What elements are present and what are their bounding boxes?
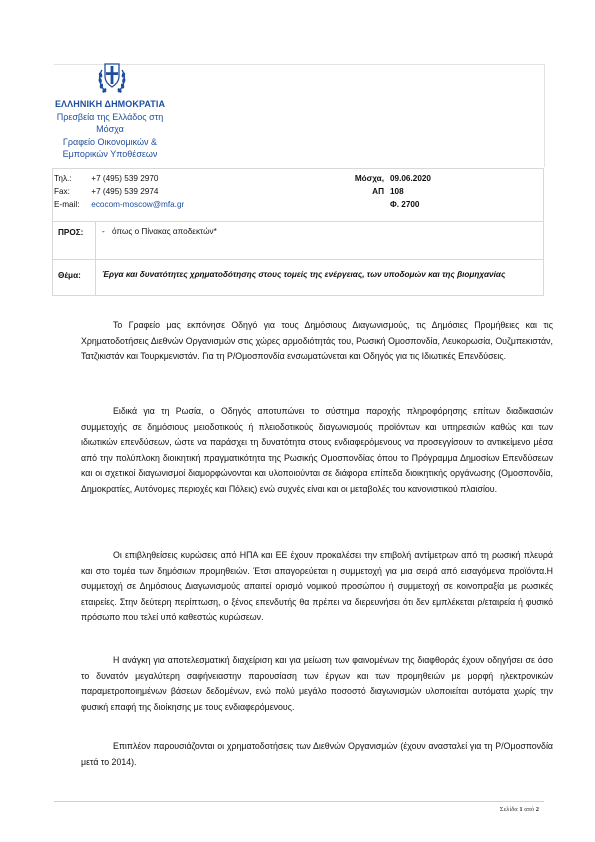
place-label: Μόσχα, xyxy=(354,174,384,183)
email-link[interactable]: ecocom-moscow@mfa.gr xyxy=(91,200,185,209)
subject-label: Θέμα: xyxy=(58,271,81,280)
email-label: E-mail: xyxy=(54,200,80,209)
table-rule xyxy=(52,221,544,222)
country-name: ΕΛΛΗΝΙΚΗ ΔΗΜΟΚΡΑΤΙΑ xyxy=(54,99,166,109)
table-rule xyxy=(543,168,544,296)
fax-row xyxy=(54,185,184,198)
table-rule xyxy=(52,168,53,296)
body-paragraph xyxy=(81,548,553,626)
table-rule xyxy=(95,221,96,296)
coat-of-arms-icon xyxy=(96,58,128,96)
recipients-label: ΠΡΟΣ: xyxy=(58,228,84,237)
table-rule xyxy=(52,295,544,296)
table-rule xyxy=(52,259,544,260)
office-name-line2: Εμπορικών Υποθέσεων xyxy=(62,149,158,159)
contact-details xyxy=(54,172,184,211)
reference-values xyxy=(390,172,431,211)
footer-rule xyxy=(54,801,544,802)
fax-value: +7 (495) 539 2974 xyxy=(91,187,159,196)
fax-label: Fax: xyxy=(54,187,70,196)
embassy-name: Πρεσβεία της Ελλάδος στη Μόσχα xyxy=(56,111,164,134)
body-paragraph xyxy=(81,739,553,770)
page-prefix: Σελίδα xyxy=(499,806,518,813)
page-total: 2 xyxy=(535,806,539,813)
phone-row xyxy=(54,172,184,185)
paragraph-text: Ειδικά για τη Ρωσία, ο Οδηγός αποτυπώνει το σύστημα παροχής πληροφόρησης επίτων διαδικασιών συμμετοχής σε δημόσιους μειοδοτικούς ή πλειοδοτικούς διαγωνισμούς προϊόντων και υπηρεσιών καθώς και των ιδιωτικών επενδύσεων, ώστε να παράσχει τη δυνατότητα στους ενδιαφερόμενους να προσεγγίσουν το αντικείμενο μέσα από την πολύπλοκη διοικητική πραγματικότητα της Ρωσικής Ομοσπονδίας όπου το Πρόγραμμα Δημοσίων Επενδύσεων και οι σχετικοί διαγωνισμοί διαμορφώνονται και υλοποιούνται σε διάφορα επίπεδα διοικητικής οργάνωσης (Ομοσπονδία, Δημοκρατίες, Αυτόνομες περιοχές και Πόλεις) ενώ συχνές είναι και οι μεταβολές του κανονιστικού πλαισίου. xyxy=(81,406,553,494)
table-rule xyxy=(52,168,544,169)
subject-text: Έργα και δυνατότητες χρηματοδότησης στους τομείς της ενέργειας, των υποδομών και της βιομηχανίας xyxy=(102,270,506,279)
bullet-dash: - xyxy=(102,227,105,236)
reference-labels xyxy=(306,172,384,198)
office-name-line1: Γραφείο Οικονομικών & xyxy=(62,136,158,147)
protocol-number: 108 xyxy=(390,187,404,196)
phone-value: +7 (495) 539 2970 xyxy=(91,174,159,183)
body-paragraph xyxy=(81,653,553,715)
recipients-value xyxy=(102,227,217,236)
body-paragraph xyxy=(81,404,553,498)
recipients-text: όπως ο Πίνακας αποδεκτών* xyxy=(112,227,217,236)
protocol-label: ΑΠ xyxy=(372,187,384,196)
email-row xyxy=(54,198,184,211)
reference-table xyxy=(52,168,544,296)
paragraph-text: Επιπλέον παρουσιάζονται οι χρηματοδοτήσεις των Διεθνών Οργανισμών (έχουν ανασταλεί για τη Ρ/Ομοσπονδία μετά το 2014). xyxy=(81,741,553,767)
paragraph-text: Οι επιβληθείσεις κυρώσεις από ΗΠΑ και ΕΕ έχουν προκαλέσει την επιβολή αντίμετρων από τη ρωσική πλευρά και στο τομέα των δημόσιων προμηθειών. Έτσι απαγορεύεται η συμμετοχή για μια σειρά από εισαγόμενα προϊόντα.Η συμμετοχή σε Δημόσιους Διαγωνισμούς απαιτεί ορισμό νομικού προσώπου ή συμμετοχή σε κοινοπραξία με ρωσικές εταιρείες. Στην δεύτερη περίπτωση, ο ξένος επενδυτής θα πρέπει να διερευνήσει ότι δεν εμπλέκεται ρ/εταιρεία ή φυσικό πρόσωπο που τελεί υπό καθεστώς κυρώσεων. xyxy=(81,550,553,623)
date-value: 09.06.2020 xyxy=(390,174,431,183)
page-of: από xyxy=(524,806,535,813)
paragraph-text: Η ανάγκη για αποτελεσματική διαχείριση και για μείωση των φαινομένων της διαφθοράς έχουν οδηγήσει σε όσο το δυνατόν μεγαλύτερη σαφήνειαστην παρουσίαση των έργων και των προμηθειών με μορφή ηλεκτρονικών παραμετροποιημένων βάσεων δεδομένων, ενώ πολύ μεγάλο ποσοστό διαγωνισμών υλοποιείται αυτόματα χωρίς την φυσική επαφή της διοίκησης με τους ενδιαφερόμενους. xyxy=(81,655,553,712)
letterhead xyxy=(44,98,176,161)
paragraph-text: Το Γραφείο μας εκπόνησε Οδηγό για τους Δημόσιους Διαγωνισμούς, τις Δημόσιες Προμήθειες και τις Χρηματοδοτήσεις Διεθνών Οργανισμών στις χώρες αρμοδιότητάς του, Ρωσική Ομοσπονδία, Λευκορωσία, Ουζμπεκιστάν, Τατζικιστάν και Τουρκμενιστάν. Για τη Ρ/Ομοσπονδία ενσωματώνεται και Οδηγός για τις Ιδιωτικές Επενδύσεις. xyxy=(81,320,553,362)
file-number: Φ. 2700 xyxy=(390,200,420,209)
phone-label: Τηλ.: xyxy=(54,174,72,183)
page-current: 1 xyxy=(519,806,523,813)
page-number xyxy=(500,806,539,813)
body-paragraph xyxy=(81,318,553,365)
